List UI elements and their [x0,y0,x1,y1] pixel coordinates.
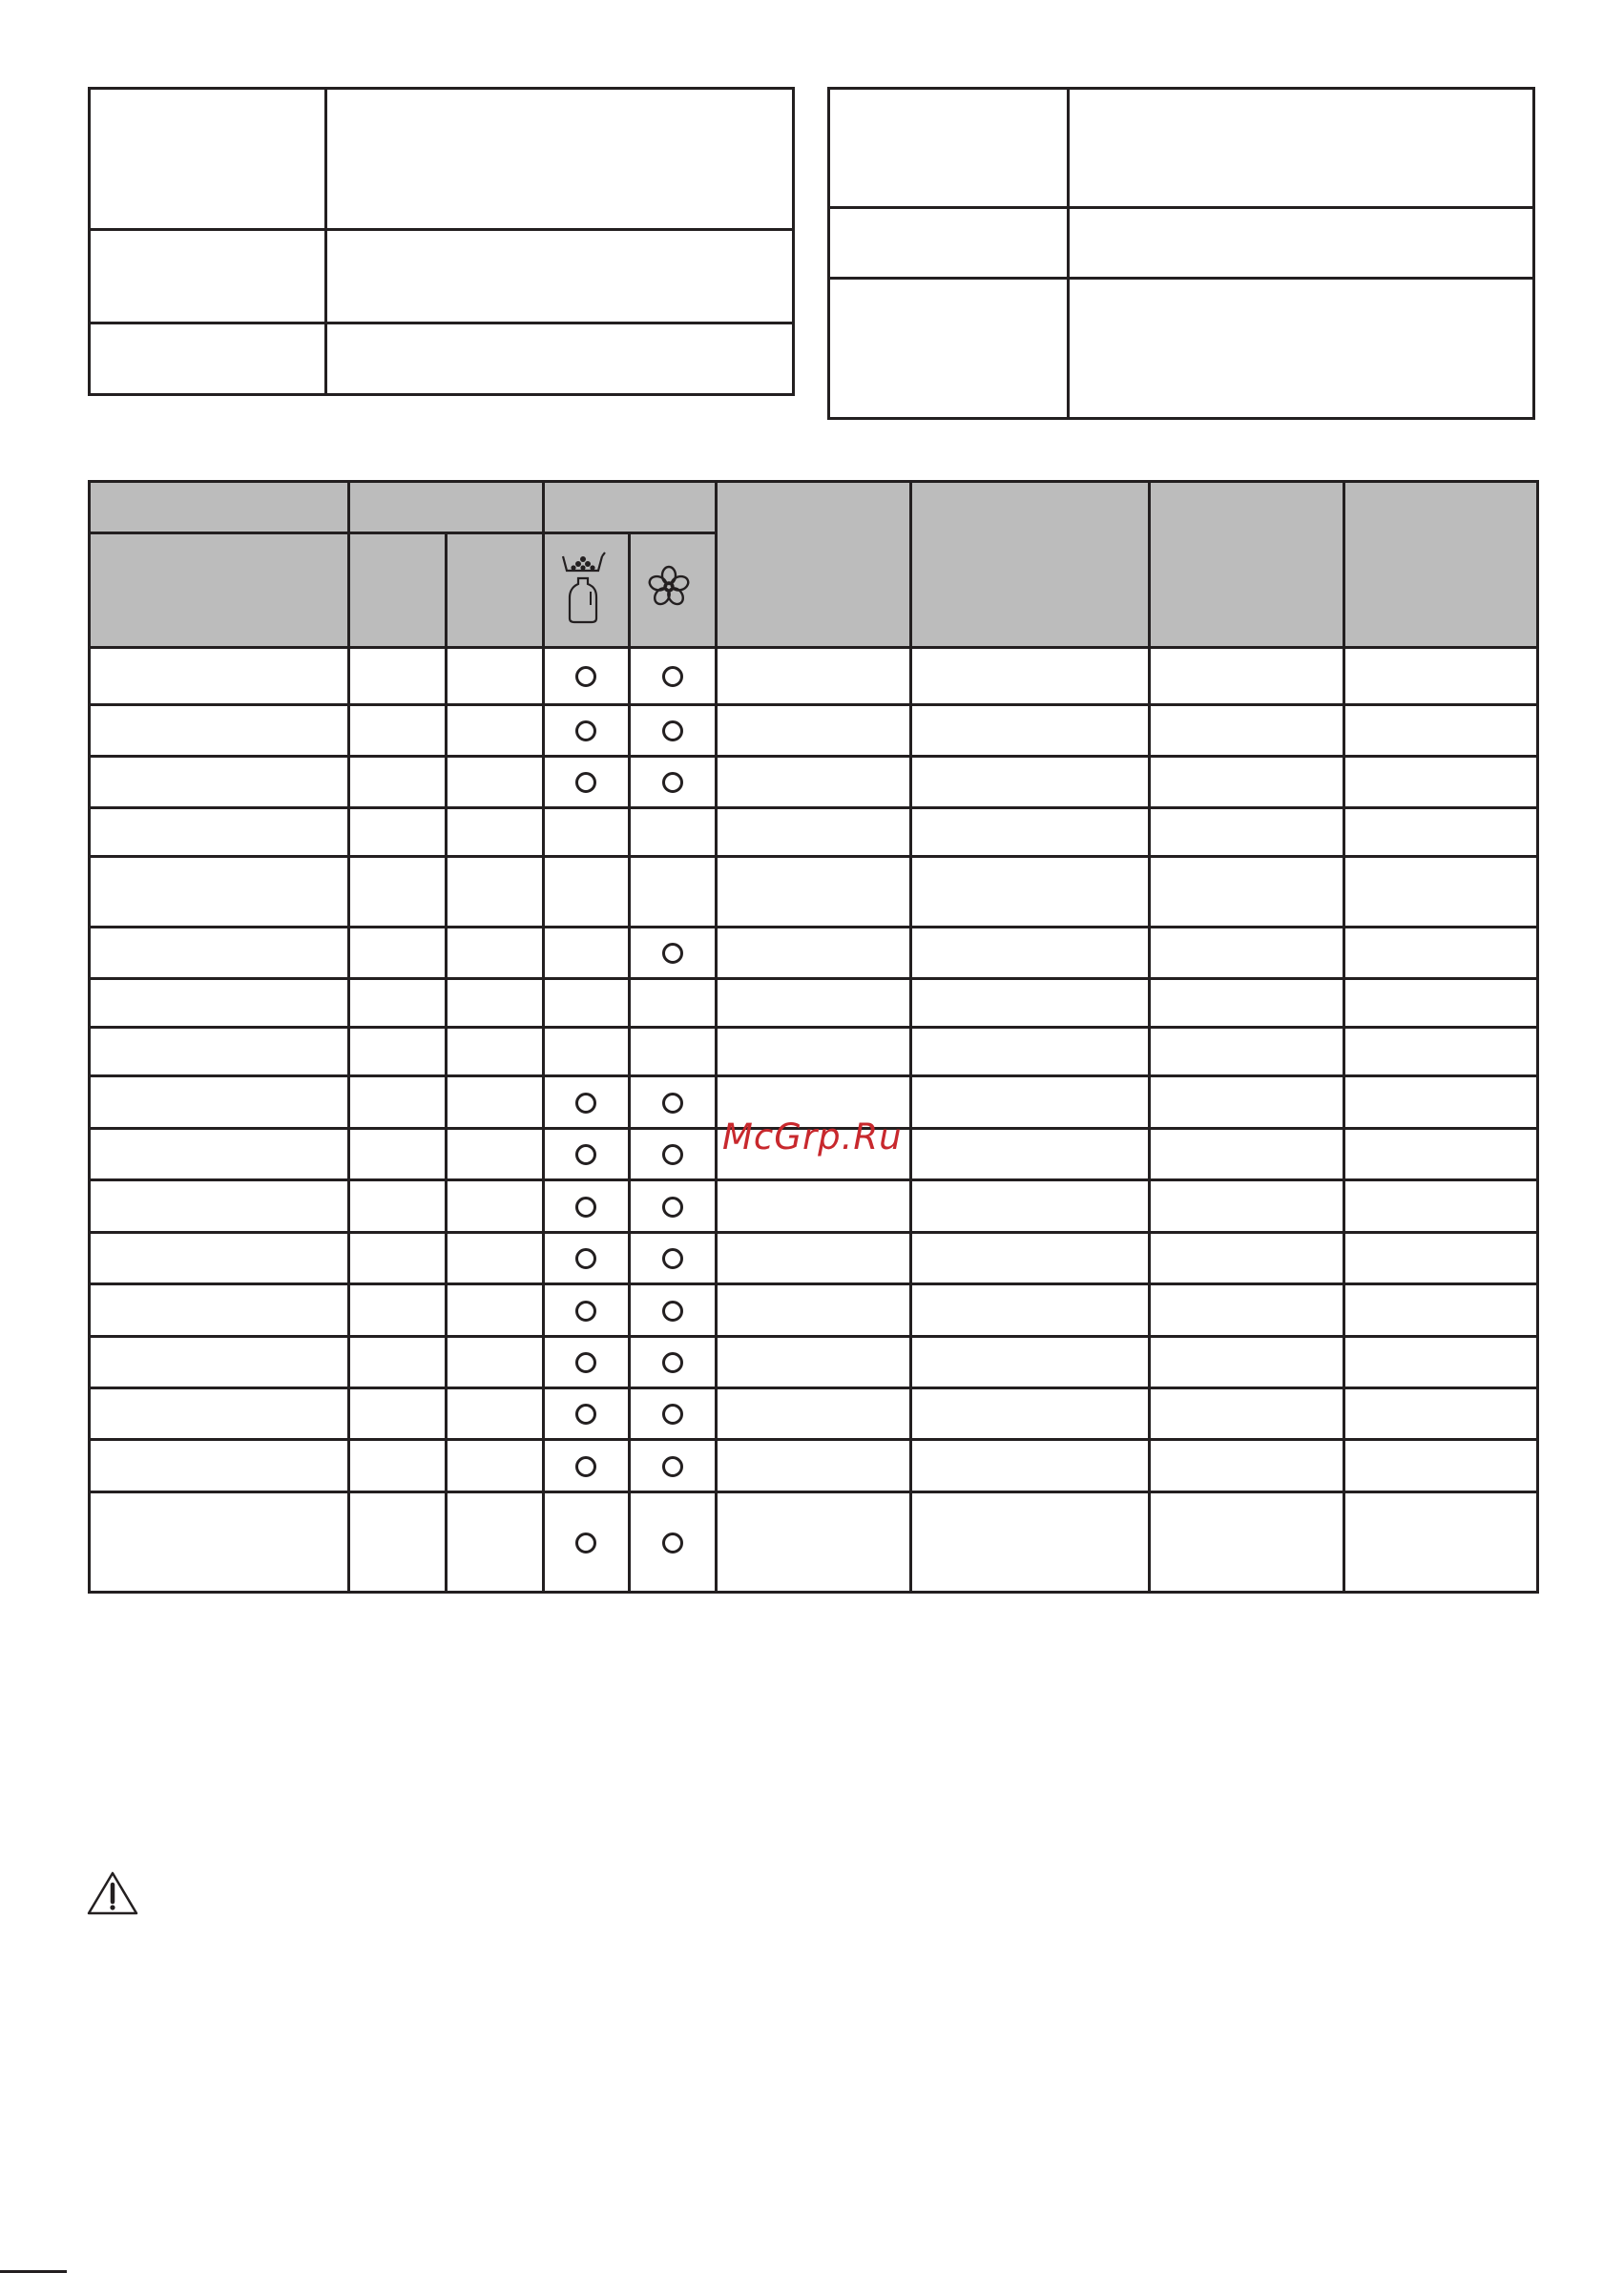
detergent-dosing-indicator [575,1093,596,1114]
top-left-table-divider [324,90,327,393]
detergent-dosing-indicator [575,1404,596,1425]
detergent-dosing-indicator [575,1533,596,1554]
detergent-dosing-indicator [575,1301,596,1322]
softener-dosing-indicator [662,1352,683,1373]
top-left-table-row-line [91,228,792,231]
detergent-dosing-indicator [575,1248,596,1269]
column-rule [1148,483,1151,1591]
detergent-dosing-indicator [575,1352,596,1373]
row-rule [91,1074,1536,1077]
warning-triangle-icon [86,1870,139,1916]
softener-dosing-indicator [662,1248,683,1269]
detergent-bottle-icon [560,552,608,626]
row-rule [91,806,1536,809]
softener-dosing-indicator [662,1404,683,1425]
top-right-table-row-line [830,277,1532,280]
detergent-dosing-indicator [575,1456,596,1477]
row-rule [91,1335,1536,1338]
softener-dosing-indicator [662,1093,683,1114]
row-rule [91,703,1536,706]
row-rule [91,1387,1536,1389]
column-rule [445,532,448,1591]
softener-dosing-indicator [662,772,683,793]
program-table [88,480,1539,1594]
top-right-table-divider [1067,90,1070,417]
column-rule [628,532,631,1591]
row-rule [91,1282,1536,1285]
watermark-text: McGrp.Ru [722,1116,903,1157]
fabric-softener-flower-icon [647,565,691,609]
row-rule [91,1491,1536,1493]
detergent-dosing-indicator [575,720,596,741]
row-rule [91,1231,1536,1234]
detergent-dosing-indicator [575,1144,596,1165]
softener-dosing-indicator [662,720,683,741]
row-rule [91,1026,1536,1029]
row-rule [91,977,1536,980]
row-rule [91,1438,1536,1441]
softener-dosing-indicator [662,1197,683,1218]
top-right-table-row-line [830,206,1532,209]
row-rule [91,755,1536,758]
column-rule [909,483,912,1591]
softener-dosing-indicator [662,943,683,964]
softener-dosing-indicator [662,666,683,687]
column-rule [542,483,545,1591]
top-right-table [827,87,1535,420]
header-rule [91,532,715,534]
row-rule [91,855,1536,858]
header-rule [91,646,1536,649]
detergent-dosing-indicator [575,1197,596,1218]
softener-dosing-indicator [662,1533,683,1554]
top-left-table [88,87,795,396]
row-rule [91,1178,1536,1181]
row-rule [91,926,1536,928]
detergent-dosing-indicator [575,666,596,687]
detergent-dosing-indicator [575,772,596,793]
softener-dosing-indicator [662,1144,683,1165]
column-rule [715,483,718,1591]
softener-dosing-indicator [662,1456,683,1477]
column-rule [347,483,350,1591]
table-header-background [91,483,1536,646]
top-left-table-row-line [91,322,792,324]
softener-dosing-indicator [662,1301,683,1322]
column-rule [1343,483,1345,1591]
